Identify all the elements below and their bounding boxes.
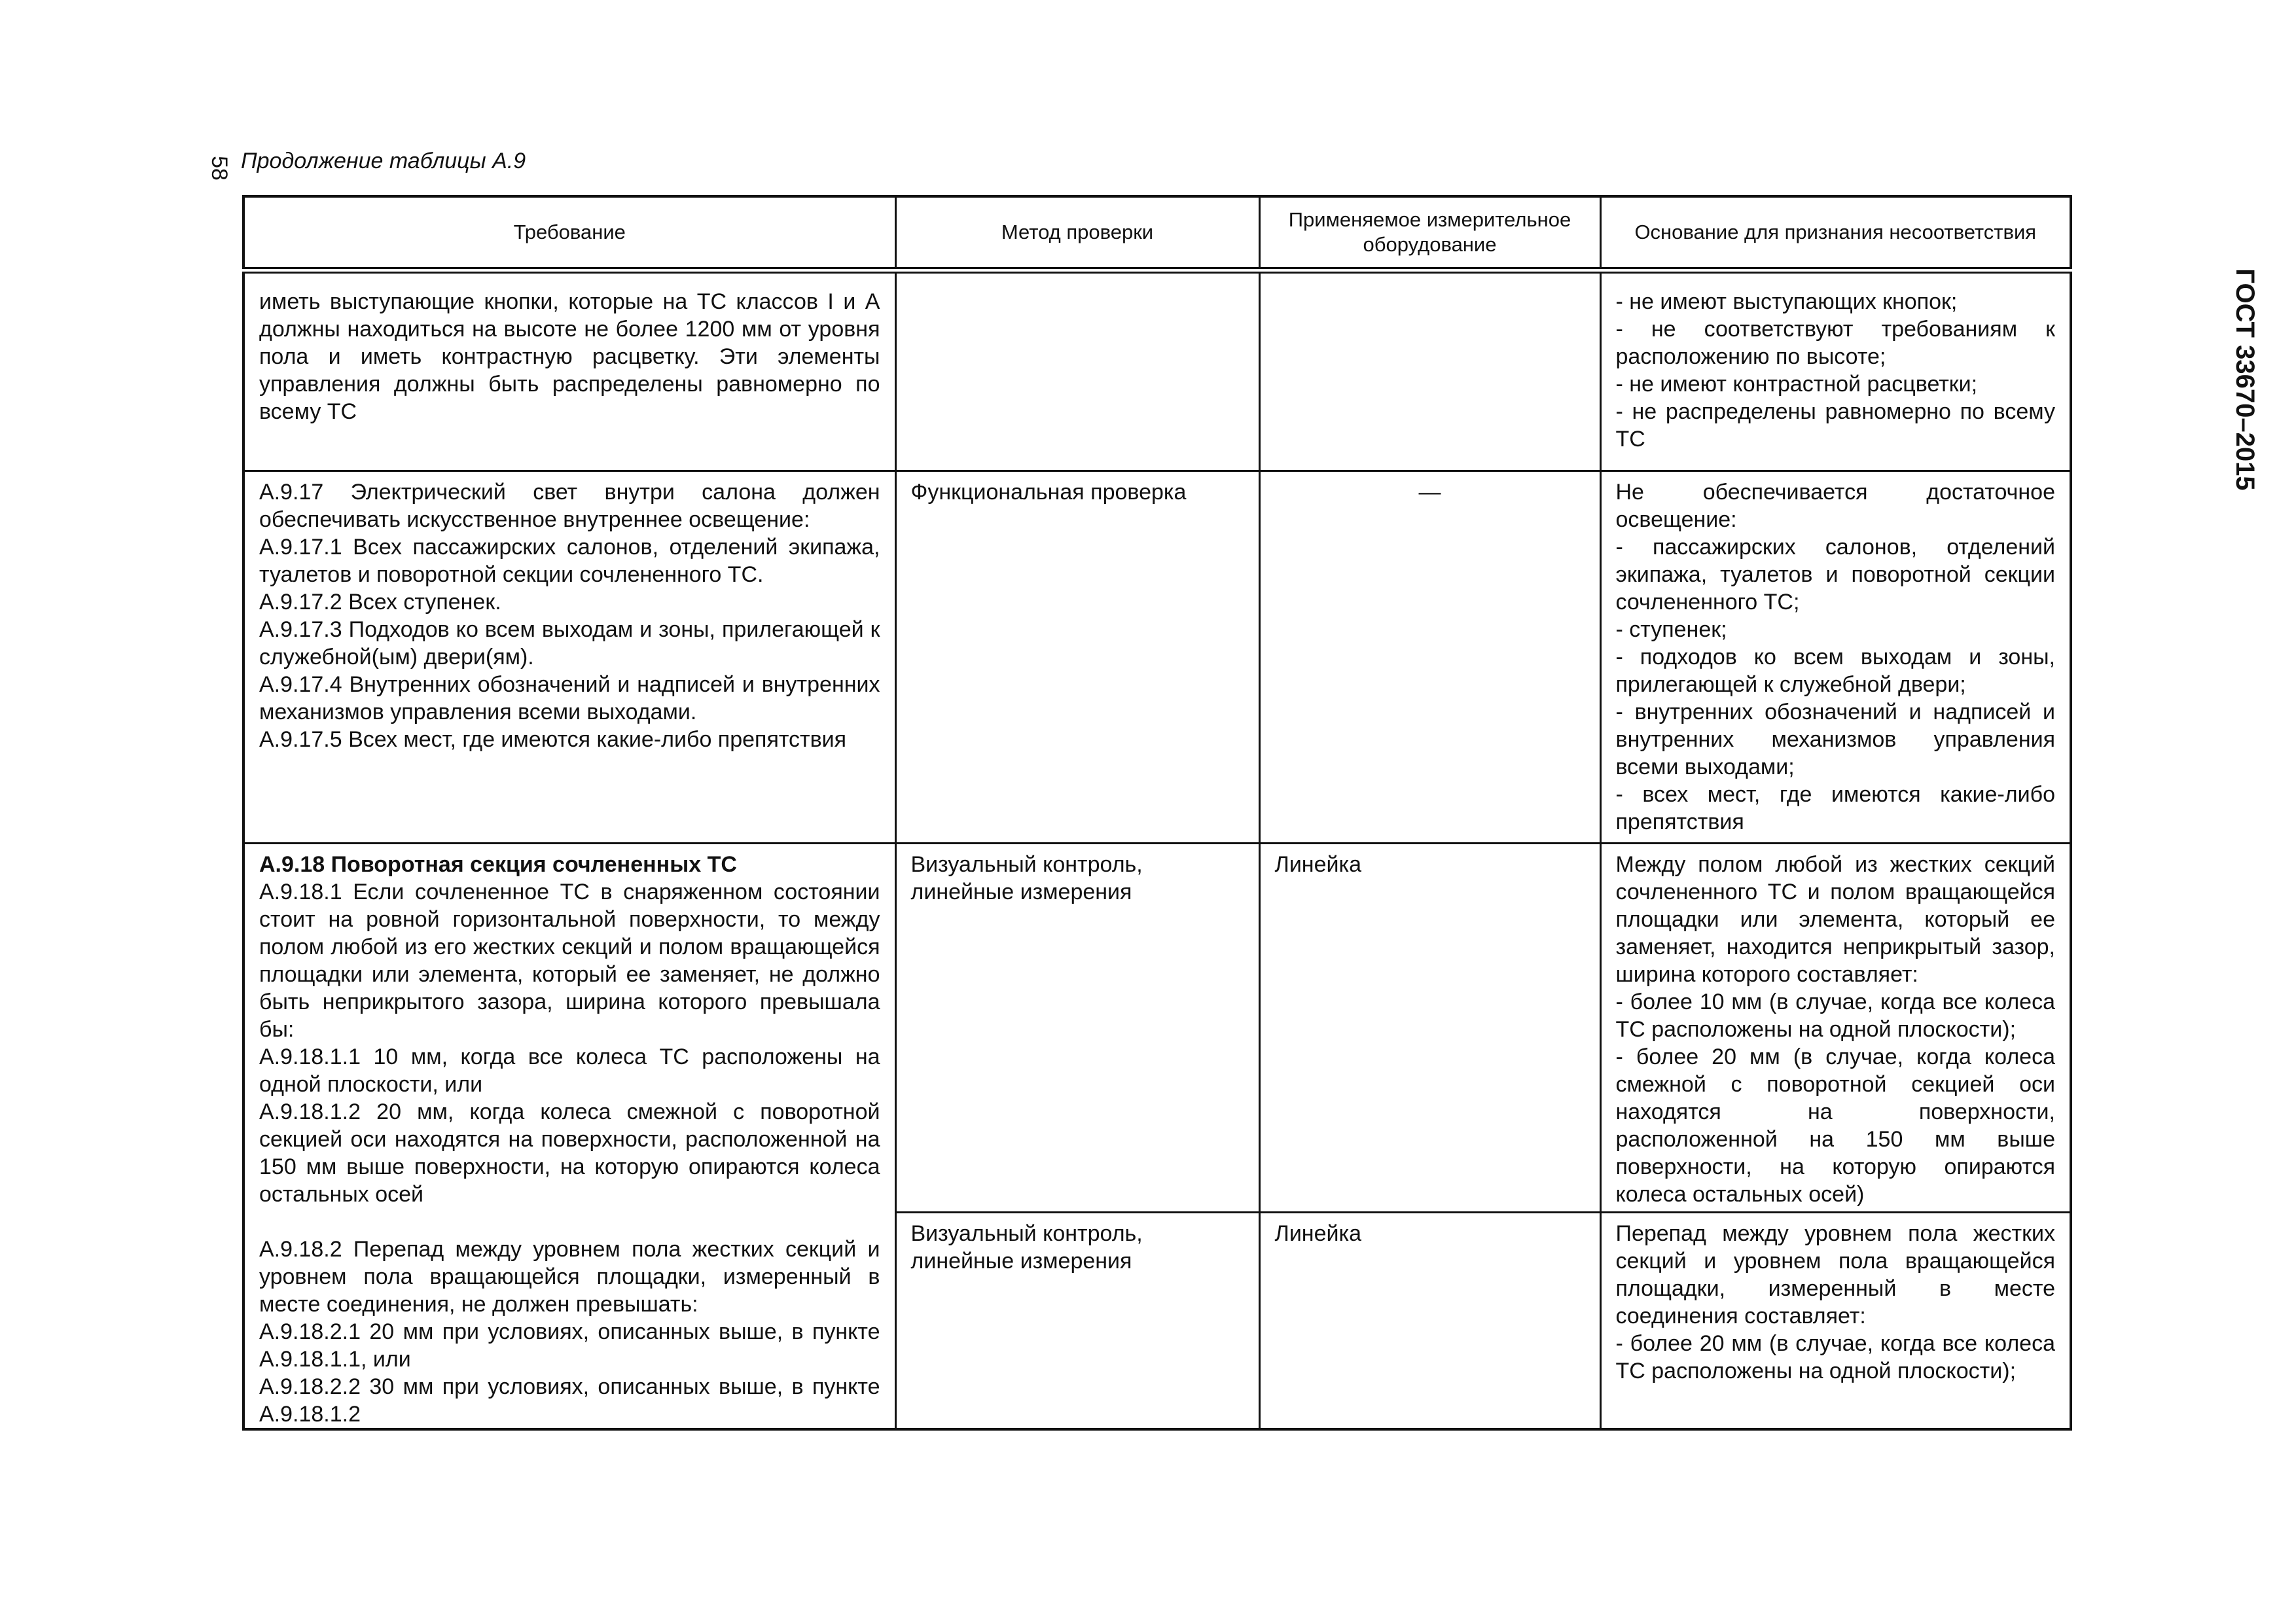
basis-line: - не соответствуют требованиям к расположению по высоте; [1615, 317, 2055, 369]
basis-line: - более 20 мм (в случае, когда все колеса ТС расположены на одной плоскости); [1615, 1331, 2055, 1383]
requirement-line: А.9.18.2 Перепад между уровнем пола жестких секций и уровнем пола вращающейся площадки, измеренный в месте соединения, не должен превышать: [259, 1237, 880, 1317]
requirement-line: А.9.17.4 Внутренних обозначений и надписей и внутренних механизмов управления всеми выходами. [259, 672, 880, 724]
basis-line: Перепад между уровнем пола жестких секций и уровнем пола вращающейся площадки, измеренный в месте соединения составляет: [1615, 1221, 2055, 1329]
requirement-line: А.9.18.2.1 20 мм при условиях, описанных выше, в пункте А.9.18.1.1, или [259, 1319, 880, 1372]
basis-cell [1600, 844, 2071, 1213]
equipment-cell [1259, 270, 1600, 471]
table-row [243, 270, 2071, 471]
requirement-line: А.9.18.1.2 20 мм, когда колеса смежной с поворотной секцией оси находятся на поверхности, расположенной на 150 мм выше поверхности, на которую опираются колеса остальных осей [259, 1099, 880, 1207]
basis-line: - не имеют выступающих кнопок; [1615, 289, 1958, 314]
requirement-cell [243, 270, 895, 471]
table-row [243, 471, 2071, 844]
basis-line: - пассажирских салонов, отделений экипажа, туалетов и поворотной секции сочлененного ТС; [1615, 535, 2055, 615]
equipment-cell: Линейка [1259, 1213, 1600, 1430]
basis-cell [1600, 1213, 2071, 1430]
basis-line: - не распределены равномерно по всему ТС [1615, 399, 2055, 452]
header-requirement: Требование [243, 196, 895, 270]
equipment-cell: — [1259, 471, 1600, 844]
header-basis: Основание для признания несоответствия [1600, 196, 2071, 270]
table-caption: Продолжение таблицы А.9 [241, 149, 526, 173]
basis-line: - более 20 мм (в случае, когда колеса смежной с поворотной секцией оси находятся на поверхности, расположенной на 150 мм выше поверхности, на которую опираются колеса остальных осей) [1615, 1044, 2055, 1207]
section-title: А.9.18 Поворотная секция сочлененных ТС [259, 852, 737, 877]
header-method: Метод проверки [895, 196, 1259, 270]
table-row [243, 844, 2071, 1213]
requirement-line: А.9.18.2.2 30 мм при условиях, описанных выше, в пункте А.9.18.1.2 [259, 1374, 880, 1427]
requirement-line: А.9.17.1 Всех пассажирских салонов, отделений экипажа, туалетов и поворотной секции сочлененного ТС. [259, 535, 880, 587]
method-cell: Функциональная проверка [895, 471, 1259, 844]
requirement-line: А.9.17.5 Всех мест, где имеются какие-либо препятствия [259, 727, 847, 752]
requirement-line: А.9.18.1 Если сочлененное ТС в снаряженном состоянии стоит на ровной горизонтальной поверхности, то между полом любой из его жестких секций и полом вращающейся площадки или элемента, который ее заменяет, не должно быть неприкрытого зазора, ширина которого превышала бы: [259, 880, 880, 1042]
basis-line: - ступенек; [1615, 617, 1727, 642]
basis-line: Не обеспечивается достаточное освещение: [1615, 480, 2055, 532]
method-cell: Визуальный контроль, линейные измерения [895, 1213, 1259, 1430]
requirement-line: А.9.17 Электрический свет внутри салона должен обеспечивать искусственное внутреннее освещение: [259, 480, 880, 532]
page-number: 58 [207, 156, 232, 181]
equipment-cell: Линейка [1259, 844, 1600, 1213]
requirement-cell [243, 844, 895, 1430]
basis-line: - внутренних обозначений и надписей и внутренних механизмов управления всеми выходами; [1615, 700, 2055, 779]
basis-line: - подходов ко всем выходам и зоны, прилегающей к служебной двери; [1615, 645, 2055, 697]
header-equipment: Применяемое измерительное оборудование [1259, 196, 1600, 270]
standard-title: ГОСТ 33670–2015 [2231, 268, 2259, 491]
requirement-cell [243, 471, 895, 844]
basis-line: - всех мест, где имеются какие-либо препятствия [1615, 782, 2055, 834]
requirement-text: иметь выступающие кнопки, которые на ТС классов I и А должны находиться на высоте не более 1200 мм от уровня пола и иметь контрастную расцветку. Эти элементы управления должны быть распределены равномерно по всему ТС [259, 289, 880, 424]
requirement-line: А.9.17.2 Всех ступенек. [259, 590, 501, 615]
method-cell [895, 270, 1259, 471]
requirement-line: А.9.18.1.1 10 мм, когда все колеса ТС расположены на одной плоскости, или [259, 1044, 880, 1097]
table-header-row [243, 196, 2071, 270]
basis-cell [1600, 471, 2071, 844]
basis-line: - не имеют контрастной расцветки; [1615, 372, 1978, 397]
requirement-line: А.9.17.3 Подходов ко всем выходам и зоны, прилегающей к служебной(ым) двери(ям). [259, 617, 880, 669]
basis-line: - более 10 мм (в случае, когда все колеса ТС расположены на одной плоскости); [1615, 990, 2055, 1042]
requirements-table [242, 195, 2072, 1431]
basis-cell [1600, 270, 2071, 471]
basis-line: Между полом любой из жестких секций сочлененного ТС и полом вращающейся площадки или элемента, который ее заменяет, находится неприкрытый зазор, ширина которого составляет: [1615, 852, 2055, 987]
method-cell: Визуальный контроль, линейные измерения [895, 844, 1259, 1213]
